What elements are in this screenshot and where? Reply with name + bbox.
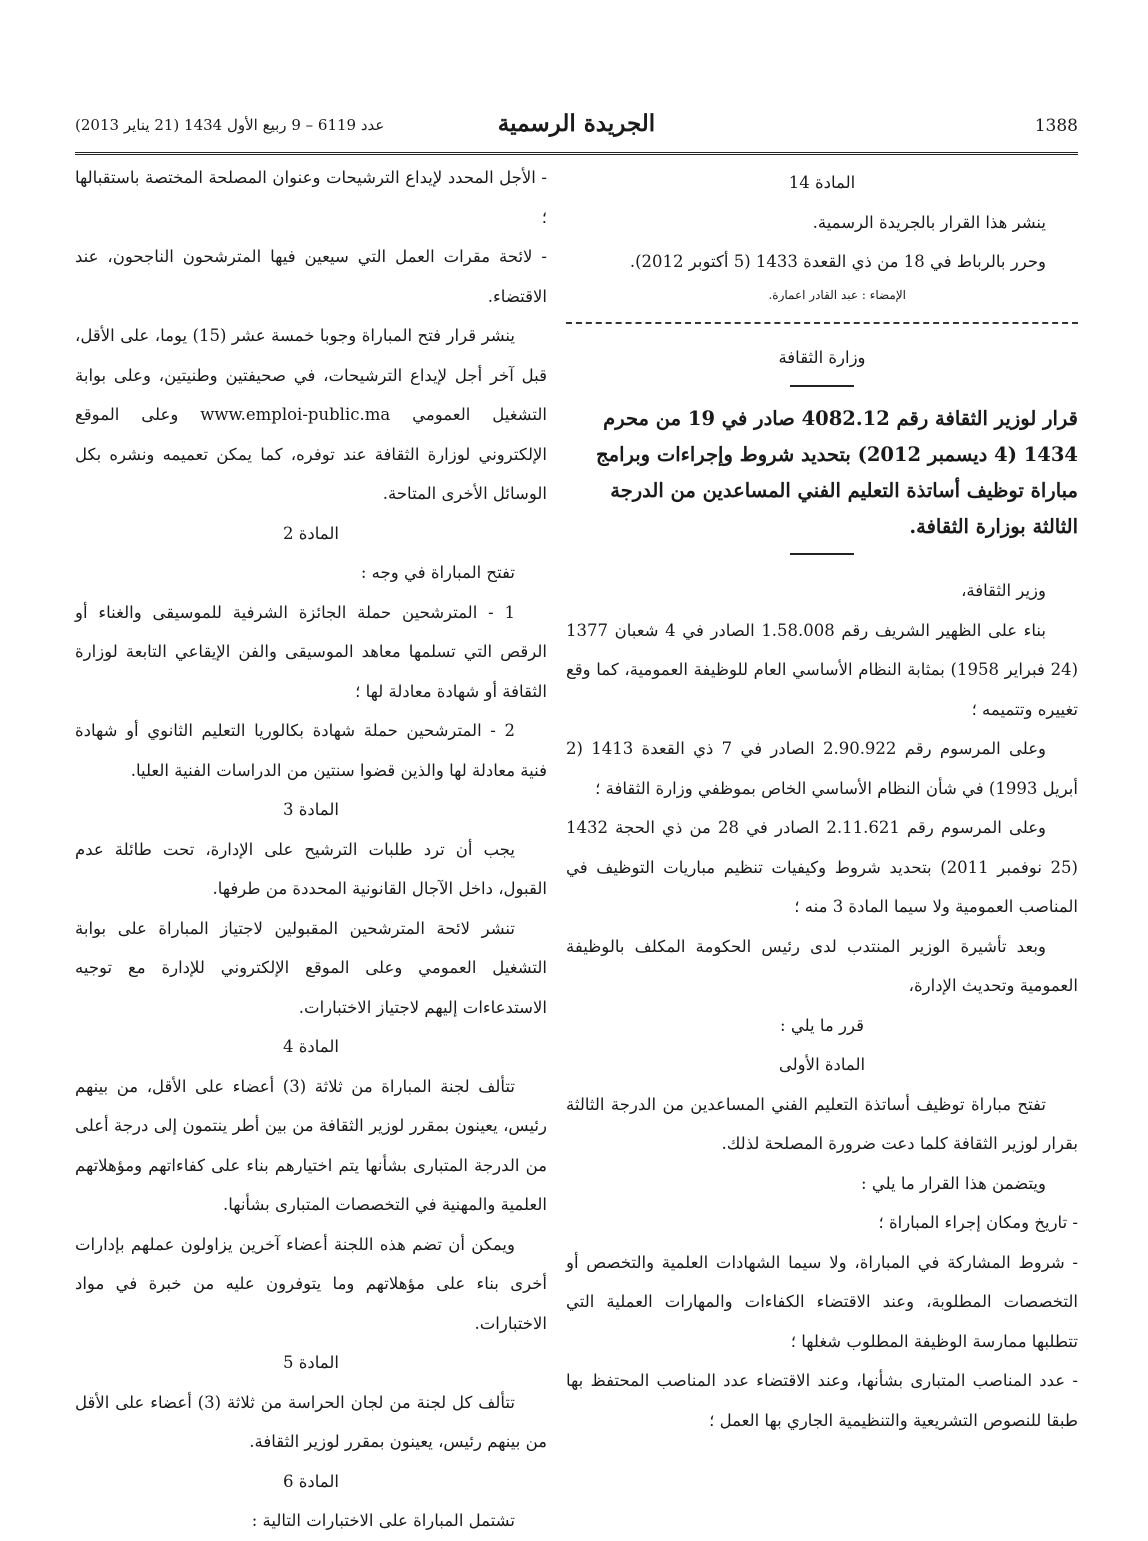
article-2-item-2: 2 - المترشحين حملة شهادة بكالوريا التعليم الثانوي أو شهادة فنية معادلة لها والذين قضوا سنتين من الدراسات الفنية العليا. [75, 721, 547, 780]
article-5-heading: المادة 5 [283, 1353, 339, 1372]
preamble-para-3: وعلى المرسوم رقم 2.11.621 الصادر في 28 من ذي الحجة 1432 (25 نوفمبر 2011) بتحديد شروط وكيفيات تنظيم مباريات التوظيف في المناصب العمومية ولا سيما المادة 3 منه ؛ [566, 818, 1078, 916]
article-14-text: ينشر هذا القرار بالجريدة الرسمية. [812, 212, 1046, 232]
signature-line: الإمضاء : عبد القادر اعمارة. [768, 287, 906, 302]
list-item: - لائحة مقرات العمل التي سيعين فيها المترشحون الناجحون، عند الاقتضاء. [75, 247, 547, 306]
ministry-heading: وزارة الثقافة [778, 347, 866, 367]
article-3-text-1: يجب أن ترد طلبات الترشيح على الإدارة، تحت طائلة عدم القبول، داخل الآجال القانونية المحددة من طرفها. [75, 839, 547, 898]
decides-line: قرر ما يلي : [780, 1015, 864, 1035]
list-item: - عدد المناصب المتبارى بشأنها، وعند الاقتضاء عدد المناصب المحتفظ بها طبقا للنصوص التشريعية والتنظيمية الجاري بها العمل ؛ [566, 1371, 1078, 1430]
page-number: 1388 [1034, 116, 1078, 136]
decision-title: قرار لوزير الثقافة رقم 4082.12 صادر في 19 من محرم 1434 (4 ديسمبر 2012) بتحديد شروط وإجراءات وبرامج مباراة توظيف أساتذة التعليم الفني المساعدين من الدرجة الثالثة بوزارة الثقافة. [596, 407, 1078, 538]
article-6-text: تشتمل المباراة على الاختبارات التالية : [251, 1511, 515, 1530]
right-column [566, 163, 1078, 1440]
article-4-text-1: تتألف لجنة المباراة من ثلاثة (3) أعضاء على الأقل، من بينهم رئيس، يعينون بمقرر لوزير الثقافة من بين أطر ينتمون إلى درجة أعلى من الدرجة المتبارى بشأنها يتم اختيارهم بناء على كفاءاتهم ومؤهلاتهم العلمية والمهنية في التخصصات المتبارى بشأنها. [75, 1076, 547, 1214]
preamble-para-1: بناء على الظهير الشريف رقم 1.58.008 الصادر في 4 شعبان 1377 (24 فبراير 1958) بمثابة النظام الأساسي العام للوظيفة العمومية، كما وقع تغييره وتتميمه ؛ [566, 620, 1078, 719]
article-6-heading: المادة 6 [283, 1471, 339, 1491]
short-divider [790, 553, 854, 555]
article-2-item-1: 1 - المترشحين حملة الجائزة الشرفية للموسيقى والغناء أو الرقص التي تسلمها معاهد الموسيقى والفن الإيقاعي التابعة لوزارة الثقافة أو شهادة معادلة لها ؛ [75, 602, 547, 701]
includes-line: ويتضمن هذا القرار ما يلي : [861, 1173, 1046, 1193]
article-4-heading: المادة 4 [283, 1037, 339, 1056]
article-5-text: تتألف كل لجنة من لجان الحراسة من ثلاثة (3) أعضاء على الأقل من بينهم رئيس، يعينون بمقرر لوزير الثقافة. [75, 1392, 547, 1451]
minister-line: وزير الثقافة، [961, 581, 1046, 600]
short-divider [790, 385, 854, 387]
article-3-heading: المادة 3 [283, 800, 339, 819]
article-1-text: تفتح مباراة توظيف أساتذة التعليم الفني المساعدين من الدرجة الثالثة بقرار لوزير الثقافة كلما دعت ضرورة المصلحة لذلك. [566, 1094, 1078, 1153]
article-1-heading: المادة الأولى [778, 1055, 866, 1074]
article-4-text-2: ويمكن أن تضم هذه اللجنة أعضاء آخرين يزاولون عملهم بإدارات أخرى بناء على مؤهلاتهم وما يتوفرون عليه من خبرة في مواد الاختبارات. [75, 1234, 547, 1333]
article-14-heading: المادة 14 [788, 173, 856, 192]
header-divider [75, 152, 1078, 155]
article-3-text-2: تنشر لائحة المترشحين المقبولين لاجتياز المباراة على بوابة التشغيل العمومي وعلى الموقع الإلكتروني للإدارة مع توجيه الاستدعاءات إليهم لاجتياز الاختبارات. [75, 918, 547, 1017]
preamble-para-2: وعلى المرسوم رقم 2.90.922 الصادر في 7 ذي القعدة 1413 (2 أبريل 1993) في شأن النظام الأساسي الخاص بموظفي وزارة الثقافة ؛ [566, 739, 1078, 798]
publish-paragraph: ينشر قرار فتح المباراة وجوبا خمسة عشر (15) يوما، على الأقل، قبل آخر أجل لإيداع الترشيحات، في صحيفتين وطنيتين، وعلى بوابة التشغيل العمومي www.emploi-public.ma وعلى الموقع الإلكتروني لوزارة الثقافة عند توفره، كما يمكن تعميمه ونشره بكل الوسائل الأخرى المتاحة. [75, 326, 547, 503]
preamble-para-4: وبعد تأشيرة الوزير المنتدب لدى رئيس الحكومة المكلف بالوظيفة العمومية وتحديث الإدارة، [566, 936, 1078, 995]
article-2-intro: تفتح المباراة في وجه : [360, 563, 515, 582]
left-column [75, 158, 547, 1541]
issue-line: عدد 6119 – 9 ربيع الأول 1434 (21 يناير 2013) [75, 116, 385, 134]
journal-title: الجريدة الرسمية [497, 110, 656, 137]
done-at-line: وحرر بالرباط في 18 من ذي القعدة 1433 (5 أكتوبر 2012). [629, 252, 1046, 271]
article-2-heading: المادة 2 [283, 523, 339, 543]
list-item: - الأجل المحدد لإيداع الترشيحات وعنوان المصلحة المختصة باستقبالها ؛ [75, 168, 547, 227]
list-item: - شروط المشاركة في المباراة، ولا سيما الشهادات العلمية والتخصص أو التخصصات المطلوبة، وعند الاقتضاء الكفاءات والمهارات العملية التي تتطلبها ممارسة الوظيفة المطلوب شغلها ؛ [566, 1252, 1078, 1351]
list-item: - تاريخ ومكان إجراء المباراة ؛ [878, 1213, 1078, 1232]
page-header [75, 110, 1078, 146]
